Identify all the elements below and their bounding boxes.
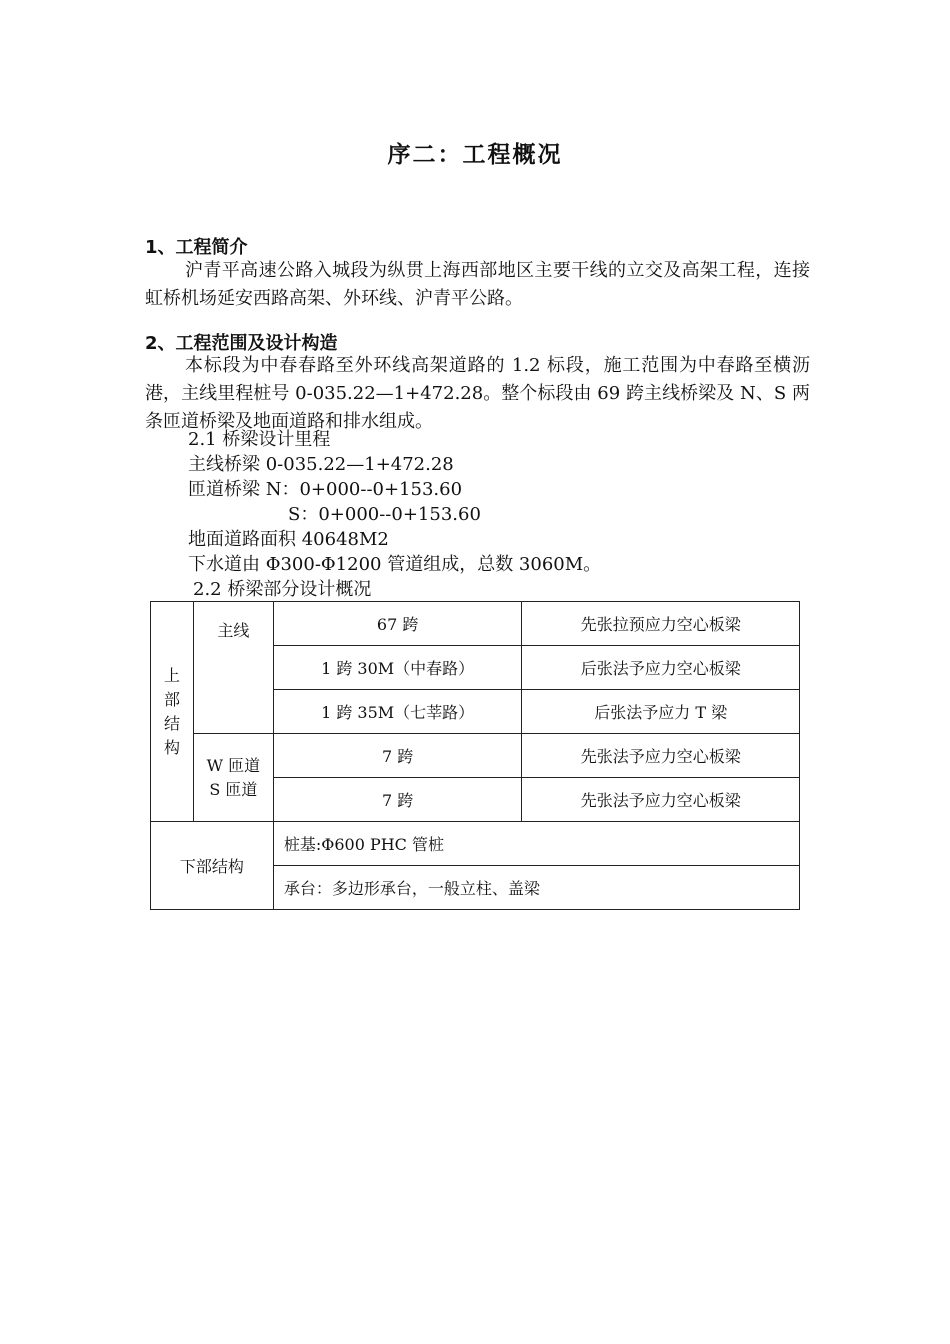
superstructure-label: 上部结构 [163, 665, 180, 757]
mainline-cell [193, 602, 273, 734]
mainline-mileage: 主线桥梁 0-035.22—1+472.28 [188, 454, 454, 475]
section-2-body: 本标段为中春春路至外环线高架道路的 1.2 标段，施工范围为中春路至横沥港，主线里程桩号 0-035.22—1+472.28。整个标段由 69 跨主线桥梁及 N、S 两条匝道桥梁及地面道路和排水组成。 [145, 355, 810, 432]
span-cell: 1 跨 30M（中春路） [273, 646, 522, 690]
table-row [151, 822, 800, 866]
ramp-mileage-s: S：0+000--0+153.60 [288, 504, 481, 525]
beam-type-cell: 后张法予应力空心板梁 [522, 646, 800, 690]
pile-cell: 桩基:Φ600 PHC 管桩 [273, 822, 799, 866]
substructure-cell [151, 822, 274, 910]
beam-type-cell: 先张拉预应力空心板梁 [522, 602, 800, 646]
sewer-description: 下水道由 Φ300-Φ1200 管道组成，总数 3060M。 [188, 554, 602, 575]
subsection-2-2-title: 2.2 桥梁部分设计概况 [193, 579, 372, 600]
substructure-label: 下部结构 [179, 857, 244, 876]
beam-type-cell: 先张法予应力空心板梁 [522, 778, 800, 822]
span-cell: 7 跨 [273, 734, 522, 778]
beam-type-cell: 先张法予应力空心板梁 [522, 734, 800, 778]
table-row [151, 734, 800, 778]
span-cell: 7 跨 [273, 778, 522, 822]
section-1-body: 沪青平高速公路入城段为纵贯上海西部地区主要干线的立交及高架工程，连接虹桥机场延安西路高架、外环线、沪青平公路。 [145, 260, 810, 309]
page-title: 序二：工程概况 [387, 142, 563, 168]
pile-cap-cell: 承台：多边形承台，一般立柱、盖梁 [273, 866, 799, 910]
table-row [151, 602, 800, 646]
beam-type-cell: 后张法予应力 T 梁 [522, 690, 800, 734]
span-cell: 1 跨 35M（七莘路） [273, 690, 522, 734]
bridge-design-table [150, 601, 800, 910]
section-2-heading: 2、工程范围及设计构造 [145, 333, 338, 354]
ramp-cell [193, 734, 273, 822]
ramp-mileage-n: 匝道桥梁 N：0+000--0+153.60 [188, 479, 463, 500]
ramp-label-w: W 匝道 [206, 755, 261, 775]
span-cell: 67 跨 [273, 602, 522, 646]
mainline-label: 主线 [217, 621, 250, 640]
ramp-label-s: S 匝道 [209, 779, 258, 799]
subsection-2-1-title: 2.1 桥梁设计里程 [188, 429, 331, 450]
ground-road-area: 地面道路面积 40648M2 [188, 529, 389, 550]
section-1-heading: 1、工程简介 [145, 237, 248, 258]
superstructure-cell [151, 602, 194, 822]
